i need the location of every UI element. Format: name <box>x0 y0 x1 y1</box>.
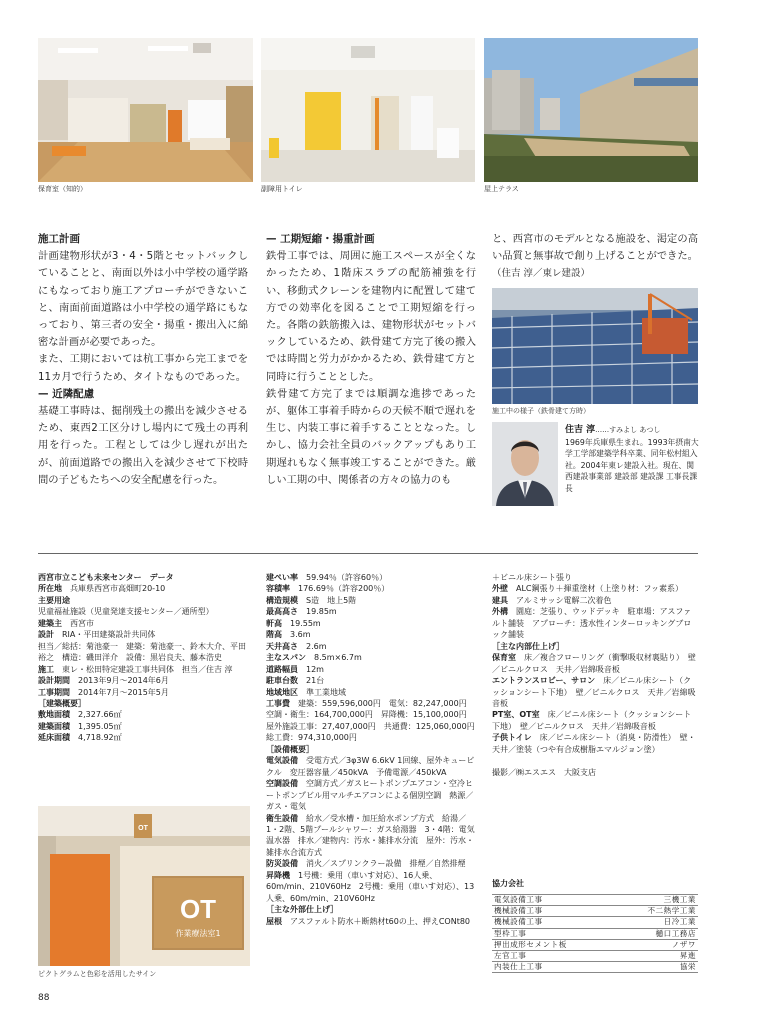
data-column-1 <box>38 572 250 744</box>
contractor-trade: 型枠工事 <box>492 928 614 939</box>
data-value: 床／ビニル床シート（クッションシート下地） 壁／ビニルクロス 天井／岩綿吸音板 <box>492 710 692 731</box>
contractor-trade: 電気設備工事 <box>492 895 614 906</box>
data-row <box>266 698 483 744</box>
data-value: 園庭：芝張り、ウッドデッキ 駐車場：アスファルト舗装 アプローチ：透水性インターロッキングブロック舗装 <box>492 607 692 640</box>
contractor-trade: 内装仕上工事 <box>492 962 614 973</box>
data-value: 1,395.05㎡ <box>78 721 122 731</box>
data-row <box>38 687 250 698</box>
data-value: 59.94％（許容60％） <box>306 573 388 582</box>
data-row <box>492 583 698 594</box>
data-label: 子供トイレ <box>492 733 532 743</box>
author-portrait <box>492 422 558 506</box>
section-heading: — 近隣配慮 <box>38 387 95 400</box>
contractor-row <box>492 928 698 939</box>
data-row <box>266 675 476 686</box>
data-value: 21台 <box>306 676 325 686</box>
data-row <box>38 618 250 629</box>
data-row <box>266 687 476 698</box>
contractor-company: 日冷工業 <box>614 917 698 928</box>
data-label: 保育室 <box>492 653 516 663</box>
article-column-1 <box>38 231 248 489</box>
author-reading: ……すみよし あつし <box>595 426 661 434</box>
paragraph: 計画建物形状が3・4・5階とセットバックしていることと、南面以外は小中学校の通学路にもなっており施工アプローチができないこと、南面前面道路は小中学校の通学路にもなっており、第三者の安全・揚重・搬出入に綿密な計画が必要であった。 <box>38 250 248 349</box>
data-row <box>266 744 476 755</box>
data-row <box>38 721 250 732</box>
data-value: 12m <box>306 664 324 674</box>
data-label: 外構 <box>492 607 508 617</box>
contractor-trade: 押出成形セメント板 <box>492 939 614 950</box>
data-row <box>38 732 250 743</box>
data-row <box>266 755 476 778</box>
data-row <box>266 629 476 640</box>
data-row <box>38 572 250 583</box>
data-label: 西宮市立こども未来センター データ <box>38 573 174 582</box>
data-value: 2.6m <box>306 641 327 651</box>
data-value: 1号機：乗用（車いす対応）、16人乗、60m/min、210V60Hz 2号機：乗用（車いす対応）、13人乗、60m/min、210V60Hz <box>266 870 475 903</box>
data-label: 軒高 <box>266 618 282 628</box>
data-value: ＋ビニル床シート張り <box>492 573 572 582</box>
data-value: 担当／総括：菊池豪一 建築：菊池豪一、鈴木大介、平田裕之 構造：磯田洋介 設備：黒岩良夫、藤本浩史 <box>38 641 246 663</box>
data-row <box>266 858 476 869</box>
data-label: 主なスパン <box>266 653 306 663</box>
data-value: 床／ビニル床シート（クッションシート下地） 壁／ビニルクロス 天井／岩綿吸音板 <box>492 676 696 708</box>
paragraph: 鉄骨建て方完了までは順調な進捗であったが、躯体工事着手時からの天候不順で遅れを生じ、内装工事に着手することとなった。しかし、協力会社全員のバックアップもあり工期遅れもなく無事竣工することができた。厳しい工期の中、関係者の方々の協力のも <box>266 387 476 486</box>
contractor-company: 樋口工務店 <box>614 928 698 939</box>
data-value: 2014年7月〜2015年5月 <box>78 687 169 697</box>
sign-room-label: 作業療法室1 <box>175 929 221 938</box>
data-label: 屋根 <box>266 916 282 926</box>
data-label: エントランスロビー、サロン <box>492 676 596 686</box>
data-label: 施工 <box>38 664 54 674</box>
data-row <box>38 641 250 664</box>
data-row <box>38 675 250 686</box>
data-label: 階高 <box>266 630 282 640</box>
data-row <box>492 595 698 606</box>
data-row <box>266 618 476 629</box>
data-row <box>492 675 698 709</box>
data-label: 最高高さ <box>266 607 298 617</box>
data-value: 準工業地域 <box>306 687 346 697</box>
data-row <box>266 778 476 812</box>
contractor-company: 不二熱学工業 <box>614 906 698 917</box>
author-name: 住吉 淳 <box>565 425 596 435</box>
data-label: 昇降機 <box>266 870 290 880</box>
data-value: 給水／受水槽・加圧給水ポンプ方式 給湯／1・2階、5階プールシャワー：ガス給湯器 3・4階：電気温水器 排水／建物内：汚水・雑排水分流 屋外：汚水・雑排水合流方式 <box>266 813 475 857</box>
small-sign-code: OT <box>138 825 148 832</box>
data-row <box>266 664 476 675</box>
data-row <box>266 583 476 594</box>
photo-rooftop-terrace <box>484 38 698 182</box>
contractor-row <box>492 895 698 906</box>
photo-caption: ピクトグラムと色彩を活用したサイン <box>38 970 157 978</box>
data-value: 西宮市 <box>70 618 94 628</box>
data-row <box>266 870 476 904</box>
photo-caption: 施工中の様子（鉄骨建て方時） <box>492 407 590 415</box>
page-number: 88 <box>38 993 50 1003</box>
author-bio <box>565 424 699 495</box>
data-row <box>492 767 698 778</box>
data-row <box>266 904 476 915</box>
data-row <box>38 583 250 594</box>
paragraph: また、工期においては杭工事から完工までを11カ月で行うため、タイトなものであった。 <box>38 353 248 383</box>
contractor-row <box>492 917 698 928</box>
contractors-table <box>492 894 698 973</box>
data-label: 建築面積 <box>38 721 70 731</box>
data-value: 3.6m <box>290 630 311 640</box>
data-label: ［建築概要］ <box>38 698 86 708</box>
data-label: 外壁 <box>492 584 508 594</box>
data-label: 設計 <box>38 630 54 640</box>
contractors-block <box>492 878 698 973</box>
data-row <box>492 606 698 640</box>
data-value: 2013年9月〜2014年6月 <box>78 676 169 686</box>
data-value: アスファルト防水＋断熱材t60の上、押えCONt80 <box>290 916 471 926</box>
contractor-trade: 機械設備工事 <box>492 917 614 928</box>
contractor-company: 三機工業 <box>614 895 698 906</box>
section-heading: — 工期短縮・揚重計画 <box>266 233 375 245</box>
data-label: 構造規模 <box>266 595 298 605</box>
section-divider <box>38 553 698 554</box>
data-label: 主要用途 <box>38 595 70 605</box>
contractors-heading: 協力会社 <box>492 879 524 888</box>
photo-signage <box>38 806 250 966</box>
article-column-3 <box>492 231 698 283</box>
sign-room-code: OT <box>179 894 217 924</box>
data-label: 容積率 <box>266 584 290 594</box>
data-row <box>38 595 250 618</box>
contractor-row <box>492 906 698 917</box>
data-label: 道路幅員 <box>266 664 298 674</box>
article-column-2 <box>266 231 476 489</box>
data-label: 電気設備 <box>266 756 298 766</box>
data-label: 工事期間 <box>38 687 70 697</box>
data-value: 176.69％（許容200％） <box>298 584 390 594</box>
data-value: ALC鋼張り＋揮重塗材（上塗り材：フッ素系） <box>516 584 683 594</box>
data-value: RIA・平田建築設計共同体 <box>62 630 156 640</box>
data-value: アルミサッシ電解二次着色 <box>516 595 612 605</box>
data-value: 床／複合フローリング（衝撃吸収材裏貼り） 壁／ビニルクロス 天井／岩綿吸音板 <box>492 653 696 674</box>
data-label: 敷地面積 <box>38 710 70 720</box>
contractor-company: 昇進 <box>614 951 698 962</box>
data-label: 設計期間 <box>38 676 70 686</box>
data-column-2 <box>266 572 483 927</box>
data-row <box>38 664 250 675</box>
data-row <box>492 755 698 766</box>
data-value: 空調方式／ガスヒートポンプエアコン・空冷ヒートポンプビル用マルチエアコンによる個別空調 熱源／ガス・電気 <box>266 779 474 812</box>
data-label: 建築主 <box>38 618 62 628</box>
data-row <box>38 629 250 640</box>
data-label: ［主な内部仕上げ］ <box>492 641 565 651</box>
data-row <box>266 916 476 927</box>
data-label: ［設備概要］ <box>266 744 314 754</box>
paragraph: 鉄骨工事では、周囲に施工スペースが全くなかったため、1階床スラブの配筋補強を行い、移動式クレーンを建物内に配置して建て方での効率化を図ることで工期短縮を行った。各階の鉄筋搬入は、建物形状がセットバックしているため、鉄骨建て方完了後の搬入では時間と労力がかかるため、鉄骨建て方と同時に行うこととした。 <box>266 250 476 383</box>
contractor-trade: 機械設備工事 <box>492 906 614 917</box>
author-bio-text: 1969年兵庫県生まれ。1993年摂南大学工学部建築学科卒業、同年松村組入社。2004年東レ建設入社。現在、関西建設事業部 建設部 建設課 工事長課長 <box>565 437 699 493</box>
contractor-company: 協栄 <box>614 962 698 973</box>
data-label: 延床面積 <box>38 733 70 743</box>
photo-caption: 保育室（知的） <box>38 185 87 193</box>
data-label: PT室、OT室 <box>492 710 540 720</box>
photo-caption: 副障用トイレ <box>261 185 303 193</box>
data-value: 4,718.92㎡ <box>78 733 122 743</box>
paragraph: 基礎工事時は、掘削残土の搬出を減少させるため、東西2工区分けし場内にて残土の再利用を行った。工程としては少し遅れが出たが、前面道路での搬出入を減少させて下校時間の子どもたちへの安全配慮を行った。 <box>38 405 248 486</box>
data-column-3 <box>492 572 698 778</box>
contractor-trade: 左官工事 <box>492 951 614 962</box>
data-label: ［主な外部仕上げ］ <box>266 905 339 915</box>
data-value: 2,327.66㎡ <box>78 710 122 720</box>
data-row <box>492 709 698 732</box>
data-label: 建具 <box>492 595 508 605</box>
data-label: 天井高さ <box>266 641 298 651</box>
data-row <box>266 813 476 859</box>
photo-accessible-toilet <box>261 38 475 182</box>
photo-nursery-room <box>38 38 253 182</box>
data-row <box>266 641 476 652</box>
contractor-row <box>492 951 698 962</box>
section-heading: 施工計画 <box>38 233 80 245</box>
data-label: 防災設備 <box>266 859 298 869</box>
data-label: 所在地 <box>38 584 62 594</box>
data-row <box>492 652 698 675</box>
data-row <box>266 652 476 663</box>
contractor-row <box>492 939 698 950</box>
data-row <box>38 698 250 709</box>
data-label: 地域地区 <box>266 687 298 697</box>
data-row <box>266 595 476 606</box>
data-value: 受電方式／3φ3W 6.6kV 1回線、屋外キュービクル 変圧器容量／450kVA 予備電源／450kVA <box>266 756 475 777</box>
data-value: 19.85m <box>306 607 337 617</box>
contractor-row <box>492 962 698 973</box>
paragraph: と、西宮市のモデルとなる施設を、渇定の高い品質と無事故で創り上げることができた。 <box>492 233 698 263</box>
data-label: 空調設備 <box>266 779 298 789</box>
data-value: 東レ・松田特定建設工事共同体 担当／住吉 淳 <box>62 664 233 674</box>
data-label: 建ぺい率 <box>266 573 298 582</box>
data-value: 19.55m <box>290 618 321 628</box>
data-value: 8.5m×6.7m <box>314 653 362 663</box>
author-signature: （住吉 淳／東レ建設） <box>492 268 591 280</box>
photo-steel-frame-construction <box>492 288 698 404</box>
data-label: 駐車台数 <box>266 676 298 686</box>
data-row <box>492 641 698 652</box>
data-row <box>492 572 698 583</box>
data-value: 児童福祉施設（児童発達支援センター／通所型） <box>38 607 214 617</box>
data-value: 建築：559,596,000円 電気：82,247,000円 空調・衛生：164,700,000円 昇降機：15,100,000円 屋外施設工事：27,407,000円 共通費：125,060,000円 総工費：974,310,000円 <box>266 698 483 743</box>
data-value: S造 地上5階 <box>306 595 357 605</box>
data-value: 兵庫県西宮市高畑町20-10 <box>70 584 166 594</box>
data-label: 衛生設備 <box>266 813 298 823</box>
photo-caption: 屋上テラス <box>484 185 519 193</box>
data-row <box>38 709 250 720</box>
data-value: 床／ビニル床シート（消臭・防滑性） 壁・天井／塗装（つや有合成樹脂エマルジョン塗） <box>492 733 696 754</box>
data-row <box>266 606 476 617</box>
contractor-company: ノザワ <box>614 939 698 950</box>
data-value: 消火／スプリンクラー設備 排煙／自然排煙 <box>306 859 466 869</box>
data-row <box>266 572 476 583</box>
data-label: 工事費 <box>266 698 290 708</box>
data-row <box>492 732 698 755</box>
data-value: 撮影／㈱エスエス 大阪支店 <box>492 767 596 777</box>
